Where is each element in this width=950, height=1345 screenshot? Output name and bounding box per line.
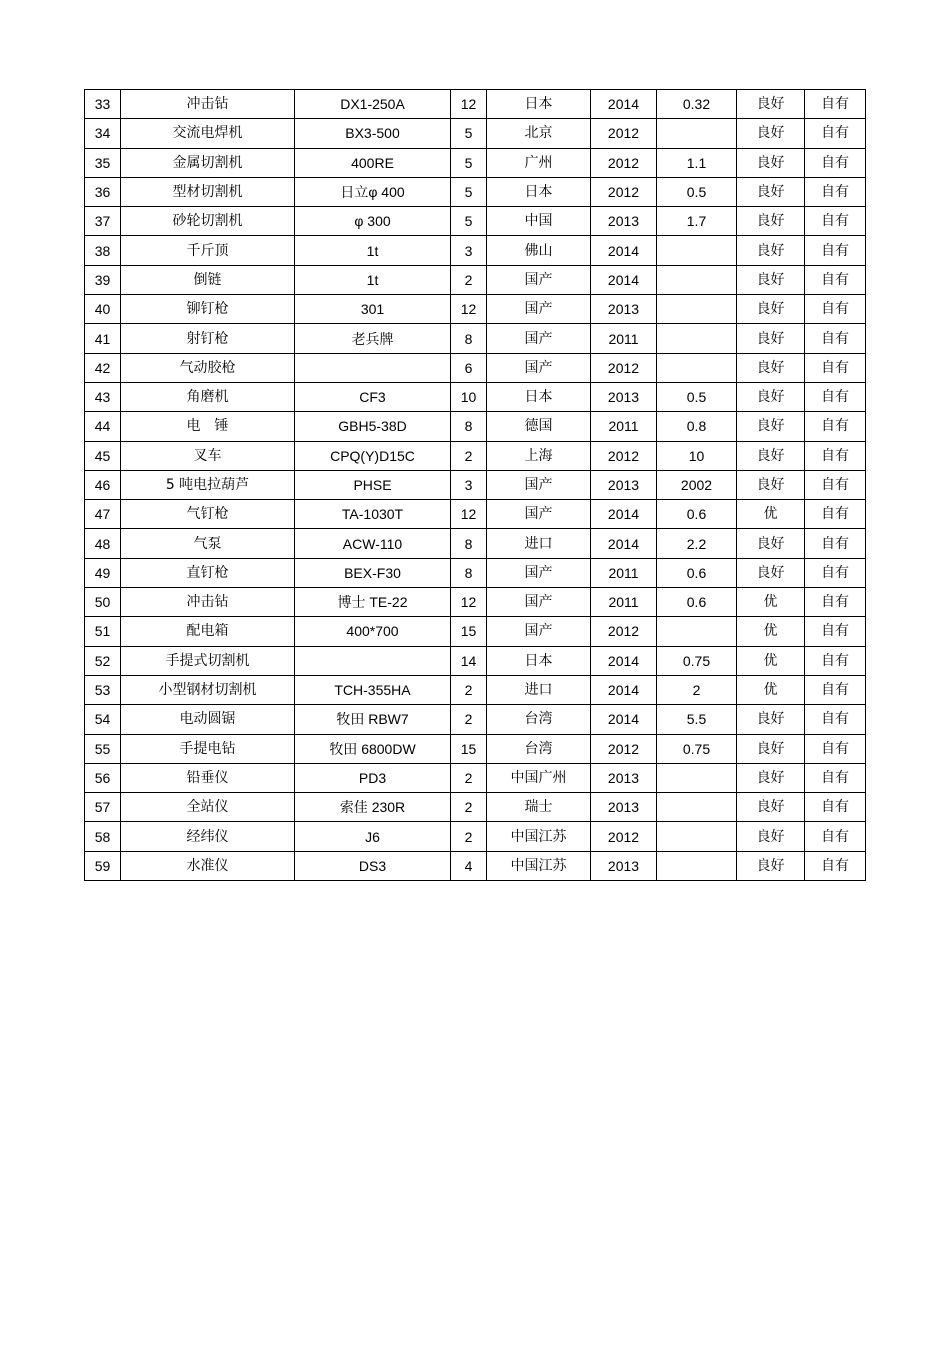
cell-origin: 台湾 xyxy=(487,705,591,734)
table-row xyxy=(85,793,866,822)
cell-year: 2014 xyxy=(591,265,657,294)
cell-condition: 良好 xyxy=(737,236,805,265)
cell-equipment-name: 电 锤 xyxy=(121,412,295,441)
cell-year: 2012 xyxy=(591,177,657,206)
cell-power xyxy=(657,353,737,382)
cell-origin: 德国 xyxy=(487,412,591,441)
cell-equipment-name: 5 吨电拉葫芦 xyxy=(121,470,295,499)
cell-power xyxy=(657,763,737,792)
cell-model: DS3 xyxy=(295,851,451,880)
cell-number: 35 xyxy=(85,148,121,177)
cell-power xyxy=(657,822,737,851)
cell-origin: 国产 xyxy=(487,353,591,382)
cell-origin: 佛山 xyxy=(487,236,591,265)
cell-number: 40 xyxy=(85,295,121,324)
cell-equipment-name: 小型钢材切割机 xyxy=(121,675,295,704)
cell-model: CPQ(Y)D15C xyxy=(295,441,451,470)
cell-origin: 国产 xyxy=(487,588,591,617)
cell-ownership: 自有 xyxy=(805,470,866,499)
cell-quantity: 8 xyxy=(451,529,487,558)
cell-model: 400*700 xyxy=(295,617,451,646)
cell-power xyxy=(657,119,737,148)
cell-quantity: 10 xyxy=(451,382,487,411)
cell-quantity: 2 xyxy=(451,763,487,792)
table-row xyxy=(85,207,866,236)
cell-origin: 国产 xyxy=(487,470,591,499)
cell-year: 2014 xyxy=(591,675,657,704)
cell-quantity: 12 xyxy=(451,588,487,617)
cell-power xyxy=(657,324,737,353)
table-row xyxy=(85,558,866,587)
cell-condition: 良好 xyxy=(737,851,805,880)
cell-quantity: 12 xyxy=(451,295,487,324)
cell-quantity: 8 xyxy=(451,412,487,441)
cell-power: 0.75 xyxy=(657,646,737,675)
equipment-table xyxy=(84,89,866,881)
cell-condition: 优 xyxy=(737,500,805,529)
cell-power: 0.6 xyxy=(657,558,737,587)
cell-power: 0.6 xyxy=(657,500,737,529)
cell-origin: 中国江苏 xyxy=(487,851,591,880)
cell-origin: 进口 xyxy=(487,529,591,558)
cell-number: 33 xyxy=(85,90,121,119)
cell-quantity: 12 xyxy=(451,500,487,529)
table-row xyxy=(85,588,866,617)
cell-model: BEX-F30 xyxy=(295,558,451,587)
cell-year: 2014 xyxy=(591,705,657,734)
table-row xyxy=(85,441,866,470)
cell-number: 36 xyxy=(85,177,121,206)
cell-condition: 良好 xyxy=(737,529,805,558)
cell-condition: 优 xyxy=(737,646,805,675)
cell-equipment-name: 手提电钻 xyxy=(121,734,295,763)
cell-number: 59 xyxy=(85,851,121,880)
cell-quantity: 5 xyxy=(451,177,487,206)
cell-model: PHSE xyxy=(295,470,451,499)
cell-origin: 国产 xyxy=(487,558,591,587)
cell-origin: 国产 xyxy=(487,295,591,324)
cell-equipment-name: 交流电焊机 xyxy=(121,119,295,148)
cell-year: 2012 xyxy=(591,148,657,177)
cell-power: 2 xyxy=(657,675,737,704)
cell-ownership: 自有 xyxy=(805,646,866,675)
table-row xyxy=(85,617,866,646)
cell-origin: 国产 xyxy=(487,500,591,529)
cell-year: 2014 xyxy=(591,529,657,558)
cell-model: CF3 xyxy=(295,382,451,411)
cell-power xyxy=(657,295,737,324)
cell-equipment-name: 砂轮切割机 xyxy=(121,207,295,236)
table-row xyxy=(85,470,866,499)
cell-ownership: 自有 xyxy=(805,148,866,177)
cell-model: TCH-355HA xyxy=(295,675,451,704)
table-row xyxy=(85,177,866,206)
cell-origin: 广州 xyxy=(487,148,591,177)
cell-condition: 良好 xyxy=(737,470,805,499)
cell-condition: 良好 xyxy=(737,822,805,851)
cell-model: PD3 xyxy=(295,763,451,792)
table-row xyxy=(85,763,866,792)
cell-condition: 良好 xyxy=(737,148,805,177)
table-row xyxy=(85,148,866,177)
cell-quantity: 2 xyxy=(451,822,487,851)
cell-quantity: 15 xyxy=(451,617,487,646)
cell-equipment-name: 千斤顶 xyxy=(121,236,295,265)
cell-year: 2011 xyxy=(591,412,657,441)
cell-origin: 中国江苏 xyxy=(487,822,591,851)
table-row xyxy=(85,412,866,441)
table-row xyxy=(85,705,866,734)
cell-ownership: 自有 xyxy=(805,500,866,529)
cell-model: BX3-500 xyxy=(295,119,451,148)
cell-equipment-name: 气动胶枪 xyxy=(121,353,295,382)
cell-power: 0.75 xyxy=(657,734,737,763)
cell-origin: 中国广州 xyxy=(487,763,591,792)
cell-ownership: 自有 xyxy=(805,734,866,763)
table-row xyxy=(85,822,866,851)
cell-condition: 良好 xyxy=(737,324,805,353)
table-row xyxy=(85,734,866,763)
cell-model: 博士 TE-22 xyxy=(295,588,451,617)
cell-origin: 北京 xyxy=(487,119,591,148)
cell-ownership: 自有 xyxy=(805,822,866,851)
cell-power: 0.32 xyxy=(657,90,737,119)
table-row xyxy=(85,851,866,880)
cell-year: 2012 xyxy=(591,441,657,470)
cell-model: ACW-110 xyxy=(295,529,451,558)
cell-number: 41 xyxy=(85,324,121,353)
cell-model: TA-1030T xyxy=(295,500,451,529)
cell-equipment-name: 冲击钻 xyxy=(121,90,295,119)
cell-year: 2013 xyxy=(591,851,657,880)
cell-number: 43 xyxy=(85,382,121,411)
cell-power: 0.5 xyxy=(657,177,737,206)
cell-year: 2012 xyxy=(591,734,657,763)
cell-year: 2013 xyxy=(591,763,657,792)
cell-origin: 日本 xyxy=(487,646,591,675)
cell-model: 牧田 6800DW xyxy=(295,734,451,763)
cell-quantity: 2 xyxy=(451,441,487,470)
cell-model: φ 300 xyxy=(295,207,451,236)
cell-model: 301 xyxy=(295,295,451,324)
cell-ownership: 自有 xyxy=(805,207,866,236)
cell-origin: 上海 xyxy=(487,441,591,470)
cell-equipment-name: 型材切割机 xyxy=(121,177,295,206)
cell-model: DX1-250A xyxy=(295,90,451,119)
table-row xyxy=(85,90,866,119)
cell-year: 2013 xyxy=(591,295,657,324)
cell-year: 2014 xyxy=(591,646,657,675)
cell-number: 58 xyxy=(85,822,121,851)
cell-year: 2014 xyxy=(591,236,657,265)
cell-year: 2011 xyxy=(591,558,657,587)
cell-power xyxy=(657,236,737,265)
cell-year: 2011 xyxy=(591,324,657,353)
cell-equipment-name: 铆钉枪 xyxy=(121,295,295,324)
cell-number: 34 xyxy=(85,119,121,148)
cell-equipment-name: 配电箱 xyxy=(121,617,295,646)
cell-equipment-name: 气泵 xyxy=(121,529,295,558)
cell-number: 50 xyxy=(85,588,121,617)
equipment-table-body xyxy=(85,90,866,881)
cell-ownership: 自有 xyxy=(805,324,866,353)
cell-origin: 台湾 xyxy=(487,734,591,763)
cell-ownership: 自有 xyxy=(805,763,866,792)
table-row xyxy=(85,119,866,148)
cell-year: 2012 xyxy=(591,353,657,382)
cell-ownership: 自有 xyxy=(805,705,866,734)
cell-equipment-name: 水准仪 xyxy=(121,851,295,880)
cell-condition: 良好 xyxy=(737,763,805,792)
cell-number: 54 xyxy=(85,705,121,734)
cell-quantity: 2 xyxy=(451,265,487,294)
cell-ownership: 自有 xyxy=(805,441,866,470)
cell-year: 2013 xyxy=(591,382,657,411)
cell-ownership: 自有 xyxy=(805,412,866,441)
cell-power: 0.5 xyxy=(657,382,737,411)
cell-condition: 良好 xyxy=(737,793,805,822)
cell-origin: 日本 xyxy=(487,90,591,119)
cell-ownership: 自有 xyxy=(805,177,866,206)
cell-number: 37 xyxy=(85,207,121,236)
cell-year: 2012 xyxy=(591,822,657,851)
cell-power: 0.8 xyxy=(657,412,737,441)
cell-number: 42 xyxy=(85,353,121,382)
cell-origin: 进口 xyxy=(487,675,591,704)
cell-power xyxy=(657,265,737,294)
cell-power: 1.1 xyxy=(657,148,737,177)
cell-model xyxy=(295,646,451,675)
cell-year: 2013 xyxy=(591,207,657,236)
table-row xyxy=(85,324,866,353)
cell-equipment-name: 手提式切割机 xyxy=(121,646,295,675)
cell-power: 2.2 xyxy=(657,529,737,558)
cell-number: 57 xyxy=(85,793,121,822)
cell-equipment-name: 全站仪 xyxy=(121,793,295,822)
cell-model xyxy=(295,353,451,382)
cell-power xyxy=(657,851,737,880)
cell-quantity: 8 xyxy=(451,324,487,353)
cell-model: 400RE xyxy=(295,148,451,177)
cell-number: 48 xyxy=(85,529,121,558)
cell-quantity: 12 xyxy=(451,90,487,119)
cell-ownership: 自有 xyxy=(805,236,866,265)
cell-ownership: 自有 xyxy=(805,851,866,880)
cell-condition: 优 xyxy=(737,617,805,646)
cell-model: 牧田 RBW7 xyxy=(295,705,451,734)
cell-equipment-name: 气钉枪 xyxy=(121,500,295,529)
cell-ownership: 自有 xyxy=(805,119,866,148)
table-row xyxy=(85,529,866,558)
cell-equipment-name: 铅垂仪 xyxy=(121,763,295,792)
cell-year: 2011 xyxy=(591,588,657,617)
cell-year: 2014 xyxy=(591,90,657,119)
cell-number: 52 xyxy=(85,646,121,675)
cell-model: GBH5-38D xyxy=(295,412,451,441)
cell-equipment-name: 角磨机 xyxy=(121,382,295,411)
cell-number: 44 xyxy=(85,412,121,441)
cell-origin: 国产 xyxy=(487,265,591,294)
cell-ownership: 自有 xyxy=(805,588,866,617)
table-row xyxy=(85,500,866,529)
cell-year: 2013 xyxy=(591,793,657,822)
cell-equipment-name: 直钉枪 xyxy=(121,558,295,587)
cell-number: 39 xyxy=(85,265,121,294)
cell-quantity: 14 xyxy=(451,646,487,675)
cell-condition: 良好 xyxy=(737,90,805,119)
cell-number: 45 xyxy=(85,441,121,470)
cell-condition: 良好 xyxy=(737,441,805,470)
cell-power: 10 xyxy=(657,441,737,470)
cell-model: 老兵牌 xyxy=(295,324,451,353)
cell-ownership: 自有 xyxy=(805,793,866,822)
cell-year: 2012 xyxy=(591,119,657,148)
cell-power: 1.7 xyxy=(657,207,737,236)
cell-quantity: 5 xyxy=(451,119,487,148)
cell-origin: 日本 xyxy=(487,382,591,411)
cell-number: 49 xyxy=(85,558,121,587)
cell-origin: 国产 xyxy=(487,324,591,353)
cell-equipment-name: 叉车 xyxy=(121,441,295,470)
cell-condition: 良好 xyxy=(737,295,805,324)
cell-equipment-name: 电动圆锯 xyxy=(121,705,295,734)
cell-origin: 瑞士 xyxy=(487,793,591,822)
cell-power: 0.6 xyxy=(657,588,737,617)
cell-ownership: 自有 xyxy=(805,675,866,704)
cell-ownership: 自有 xyxy=(805,90,866,119)
cell-condition: 优 xyxy=(737,675,805,704)
cell-ownership: 自有 xyxy=(805,382,866,411)
cell-model: J6 xyxy=(295,822,451,851)
cell-equipment-name: 经纬仪 xyxy=(121,822,295,851)
cell-origin: 国产 xyxy=(487,617,591,646)
cell-ownership: 自有 xyxy=(805,529,866,558)
cell-model: 日立φ 400 xyxy=(295,177,451,206)
cell-condition: 良好 xyxy=(737,177,805,206)
cell-number: 53 xyxy=(85,675,121,704)
table-row xyxy=(85,675,866,704)
cell-model: 1t xyxy=(295,236,451,265)
cell-ownership: 自有 xyxy=(805,295,866,324)
cell-condition: 良好 xyxy=(737,353,805,382)
cell-year: 2012 xyxy=(591,617,657,646)
cell-model: 索佳 230R xyxy=(295,793,451,822)
cell-condition: 良好 xyxy=(737,734,805,763)
cell-quantity: 15 xyxy=(451,734,487,763)
cell-equipment-name: 金属切割机 xyxy=(121,148,295,177)
cell-ownership: 自有 xyxy=(805,265,866,294)
cell-model: 1t xyxy=(295,265,451,294)
cell-origin: 中国 xyxy=(487,207,591,236)
cell-ownership: 自有 xyxy=(805,558,866,587)
cell-quantity: 5 xyxy=(451,207,487,236)
cell-origin: 日本 xyxy=(487,177,591,206)
cell-equipment-name: 冲击钻 xyxy=(121,588,295,617)
cell-condition: 良好 xyxy=(737,382,805,411)
cell-condition: 良好 xyxy=(737,265,805,294)
cell-power: 5.5 xyxy=(657,705,737,734)
table-row xyxy=(85,265,866,294)
cell-equipment-name: 射钉枪 xyxy=(121,324,295,353)
cell-condition: 良好 xyxy=(737,207,805,236)
cell-number: 47 xyxy=(85,500,121,529)
cell-condition: 良好 xyxy=(737,119,805,148)
cell-quantity: 3 xyxy=(451,236,487,265)
cell-quantity: 8 xyxy=(451,558,487,587)
cell-quantity: 6 xyxy=(451,353,487,382)
cell-equipment-name: 倒链 xyxy=(121,265,295,294)
cell-number: 46 xyxy=(85,470,121,499)
cell-quantity: 2 xyxy=(451,793,487,822)
cell-condition: 良好 xyxy=(737,705,805,734)
cell-condition: 良好 xyxy=(737,412,805,441)
cell-ownership: 自有 xyxy=(805,353,866,382)
cell-quantity: 4 xyxy=(451,851,487,880)
table-row xyxy=(85,353,866,382)
table-row xyxy=(85,295,866,324)
cell-number: 38 xyxy=(85,236,121,265)
table-row xyxy=(85,236,866,265)
cell-number: 56 xyxy=(85,763,121,792)
cell-ownership: 自有 xyxy=(805,617,866,646)
cell-number: 51 xyxy=(85,617,121,646)
cell-quantity: 2 xyxy=(451,705,487,734)
cell-power xyxy=(657,617,737,646)
table-row xyxy=(85,646,866,675)
cell-quantity: 3 xyxy=(451,470,487,499)
cell-quantity: 5 xyxy=(451,148,487,177)
cell-year: 2013 xyxy=(591,470,657,499)
cell-condition: 良好 xyxy=(737,558,805,587)
equipment-table-container xyxy=(84,89,866,881)
cell-power xyxy=(657,793,737,822)
cell-year: 2014 xyxy=(591,500,657,529)
cell-number: 55 xyxy=(85,734,121,763)
table-row xyxy=(85,382,866,411)
cell-power: 2002 xyxy=(657,470,737,499)
cell-quantity: 2 xyxy=(451,675,487,704)
cell-condition: 优 xyxy=(737,588,805,617)
